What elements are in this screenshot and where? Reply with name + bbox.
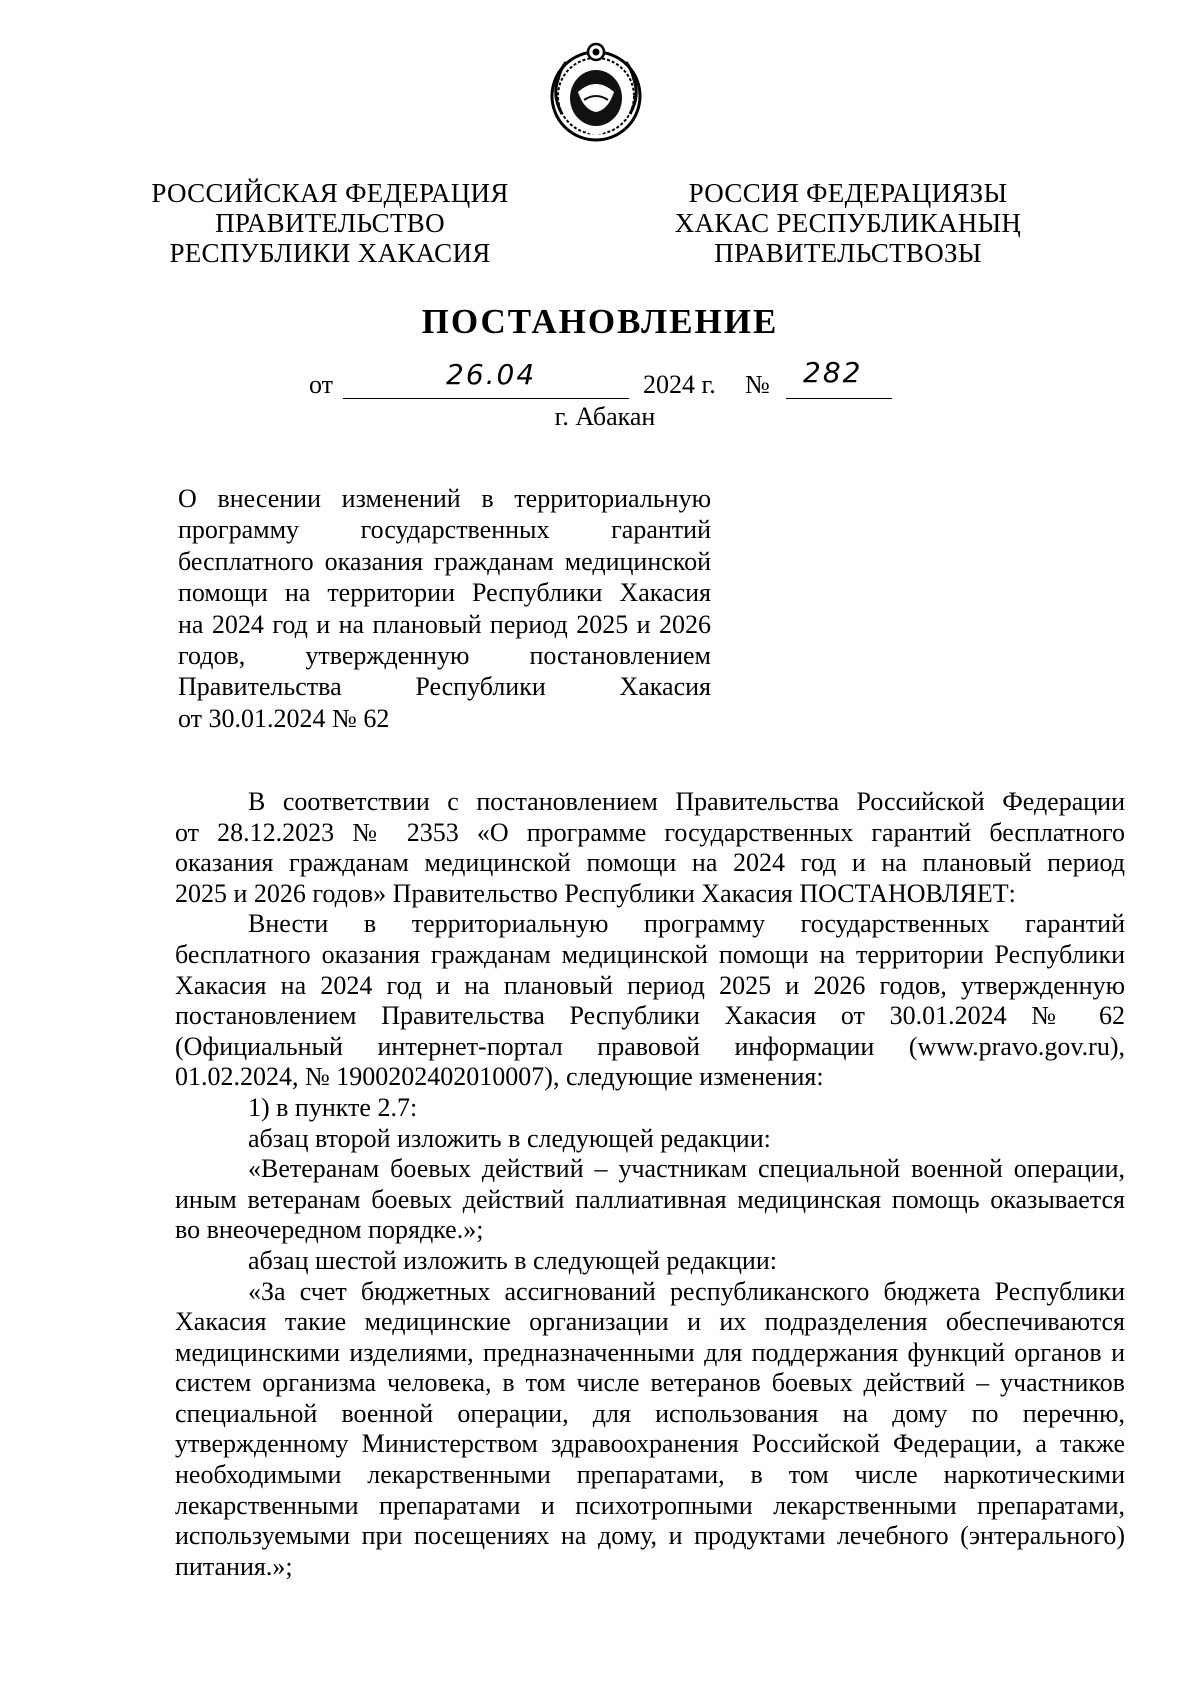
document-body [175, 787, 1125, 1582]
body-line: «Ветеранам боевых действий – участникам специальной военной операции, [248, 1154, 1125, 1184]
body-line: В соответствии с постановлением Правительства Российской Федерации [248, 787, 1125, 816]
subject-line: помощи на территории Республики Хакасия [178, 578, 711, 608]
body-line: 1) в пункте 2.7: [248, 1092, 418, 1122]
body-line: используемыми при посещениях на дому, и продуктами лечебного (энтерального) [175, 1521, 1125, 1551]
body-line: Хакасия на 2024 год и на плановый период 2025 и 2026 годов, утвержденную [175, 970, 1125, 1000]
subject-line: бесплатного оказания гражданам медицинской [178, 546, 711, 576]
city-name: г. Абакан [554, 402, 656, 431]
handwritten-date: 26.04 [446, 358, 537, 391]
document-type-title: ПОСТАНОВЛЕНИЕ [421, 302, 779, 341]
body-line: иным ветеранам боевых действий паллиативная медицинская помощь оказывается [175, 1184, 1125, 1214]
year-label: 2024 г. [643, 370, 716, 399]
body-line: бесплатного оказания гражданам медицинской помощи на территории Республики [175, 939, 1125, 969]
subject-line: Правительства Республики Хакасия [178, 672, 711, 702]
body-line: питания.»; [175, 1551, 293, 1581]
subject-line: от 30.01.2024 № 62 [178, 703, 390, 733]
date-number-row [0, 356, 1200, 402]
body-line: (Официальный интернет-портал правовой информации (www.pravo.gov.ru), [175, 1031, 1125, 1061]
date-prefix: от [309, 370, 334, 399]
header-line: ПРАВИТЕЛЬСТВО [215, 208, 445, 238]
handwritten-number: 282 [803, 356, 863, 389]
number-underline [786, 398, 892, 399]
body-line: необходимыми лекарственными препаратами, в том числе наркотическими [175, 1460, 1125, 1490]
body-line: «За счет бюджетных ассигнований республиканского бюджета Республики [248, 1276, 1125, 1306]
body-line: лекарственными препаратами и психотропными лекарственными препаратами, [175, 1490, 1125, 1520]
body-line: систем организма человека, в том числе ветеранов боевых действий – участников [175, 1368, 1125, 1398]
body-line: медицинскими изделиями, предназначенными для поддержания функций органов и [175, 1337, 1125, 1367]
header-line: РОССИЯ ФЕДЕРАЦИЯЗЫ [688, 178, 1008, 208]
date-underline [343, 398, 629, 399]
subject-line: годов, утвержденную постановлением [178, 641, 711, 671]
body-line: оказания гражданам медицинской помощи на 2024 год и на плановый период [175, 848, 1125, 878]
subject-line: на 2024 год и на плановый период 2025 и 2026 [178, 609, 711, 639]
subject-line: программу государственных гарантий [178, 515, 711, 545]
body-line: 01.02.2024, № 1900202402010007), следующие изменения: [175, 1062, 824, 1092]
number-sign: № [745, 370, 770, 399]
body-line: Хакасия такие медицинские организации и их подразделения обеспечиваются [175, 1307, 1125, 1337]
body-line: абзац второй изложить в следующей редакции: [248, 1123, 771, 1153]
coat-of-arms-emblem [548, 40, 644, 144]
header-line: РОССИЙСКАЯ ФЕДЕРАЦИЯ [151, 178, 509, 208]
subject-line: О внесении изменений в территориальную [178, 484, 711, 513]
body-line: специальной военной операции, для использования на дому по перечню, [175, 1398, 1125, 1428]
header-left-russian [150, 178, 510, 268]
header-right-khakas [668, 178, 1028, 268]
body-line: Внести в территориальную программу государственных гарантий [248, 909, 1125, 939]
body-line: утвержденному Министерством здравоохранения Российской Федерации, а также [175, 1429, 1125, 1459]
document-subject [178, 483, 711, 734]
header-line: РЕСПУБЛИКИ ХАКАСИЯ [169, 238, 491, 268]
body-line: во внеочередном порядке.»; [175, 1215, 484, 1245]
body-line: 2025 и 2026 годов» Правительство Республики Хакасия ПОСТАНОВЛЯЕТ: [175, 878, 1016, 908]
body-line: постановлением Правительства Республики Хакасия от 30.01.2024 № 62 [175, 1001, 1125, 1031]
body-line: абзац шестой изложить в следующей редакции: [248, 1245, 777, 1275]
body-line: от 28.12.2023 № 2353 «О программе государственных гарантий бесплатного [175, 817, 1125, 847]
header-line: ПРАВИТЕЛЬСТВОЗЫ [714, 238, 982, 268]
header-line: ХАКАС РЕСПУБЛИКАНЫҢ [674, 208, 1022, 238]
